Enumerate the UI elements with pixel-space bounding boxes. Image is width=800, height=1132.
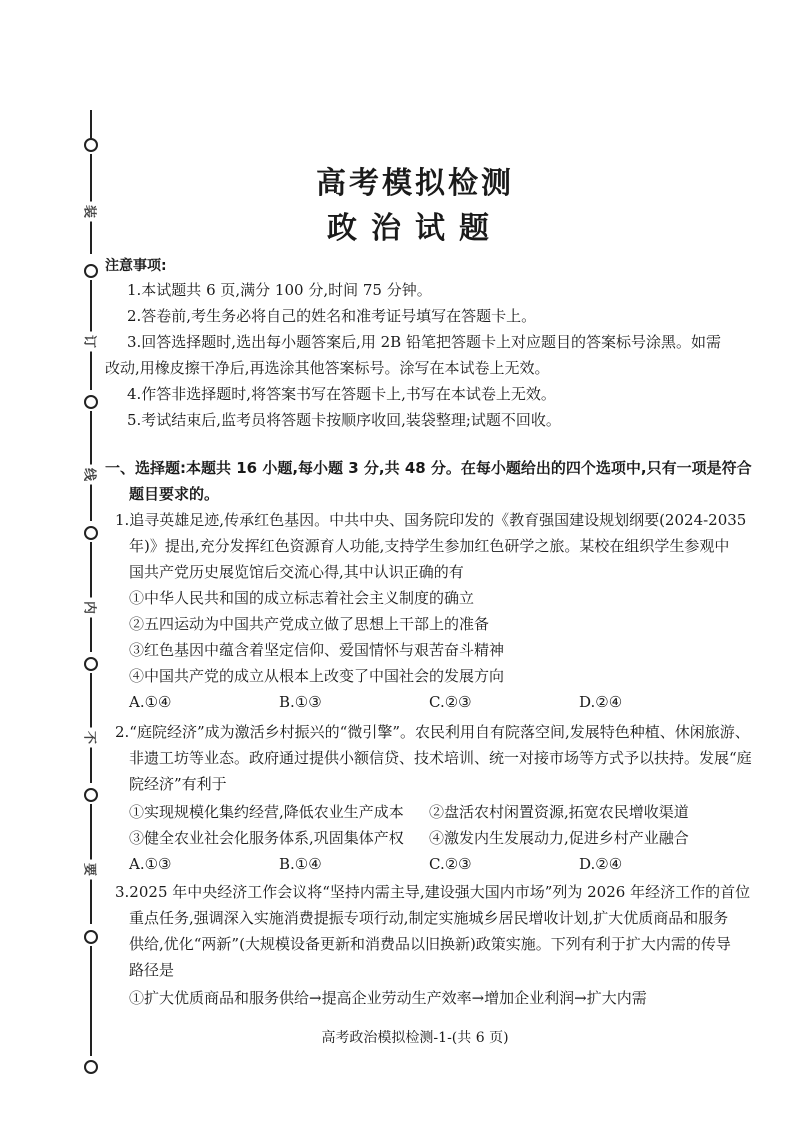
notice-item: 2.答卷前,考生务必将自己的姓名和准考证号填写在答题卡上。 [127,307,537,325]
option-b: B.①④ [279,855,322,873]
notice-item: 3.回答选择题时,选出每小题答案后,用 2B 铅笔把答题卡上对应题目的答案标号涂黑。如需 [127,333,721,351]
question-stem-cont: 院经济”有利于 [129,775,227,793]
binding-margin [78,110,106,1070]
option-a: A.①④ [129,693,172,711]
margin-char: 要 [82,860,101,880]
option-a: A.①③ [129,855,172,873]
question-statement: ④激发内生发展动力,促进乡村产业融合 [429,829,689,847]
question-statement: ①中华人民共和国的成立标志着社会主义制度的确立 [129,589,475,607]
margin-hole [84,264,98,278]
question-stem-cont: 路径是 [129,961,175,979]
notice-item: 4.作答非选择题时,将答案书写在答题卡上,书写在本试卷上无效。 [127,385,556,403]
option-d: D.②④ [579,693,623,711]
question-stem: 3.2025 年中央经济工作会议将“坚持内需主导,建设强大国内市场”列为 2026 年经济工作的首位 [115,883,751,901]
option-c: C.②③ [429,855,472,873]
notice-heading: 注意事项: [105,258,167,274]
notice-item: 5.考试结束后,监考员将答题卡按顺序收回,装袋整理;试题不回收。 [127,411,561,429]
question-statement: ④中国共产党的成立从根本上改变了中国社会的发展方向 [129,667,505,685]
notice-item: 1.本试题共 6 页,满分 100 分,时间 75 分钟。 [127,281,432,299]
page-title: 高考模拟检测 [316,166,514,201]
margin-char: 不 [82,728,101,748]
option-c: C.②③ [429,693,472,711]
question-statement: ②盘活农村闲置资源,拓宽农民增收渠道 [429,803,689,821]
margin-hole [84,138,98,152]
margin-hole [84,930,98,944]
question-stem: 1.追寻英雄足迹,传承红色基因。中共中央、国务院印发的《教育强国建设规划纲要(2024-2035 [115,511,747,529]
question-statement: ①实现规模化集约经营,降低农业生产成本 [129,803,404,821]
margin-hole [84,657,98,671]
question-statement: ①扩大优质商品和服务供给→提高企业劳动生产效率→增加企业利润→扩大内需 [129,989,647,1007]
question-stem-cont: 非遗工坊等业态。政府通过提供小额信贷、技术培训、统一对接市场等方式予以扶持。发展“庭 [129,749,752,767]
question-statement: ③健全农业社会化服务体系,巩固集体产权 [129,829,404,847]
margin-line [90,110,92,140]
question-stem-cont: 重点任务,强调深入实施消费提振专项行动,制定实施城乡居民增收计划,扩大优质商品和服务 [129,909,729,927]
page-footer: 高考政治模拟检测-1-(共 6 页) [321,1030,509,1046]
margin-hole [84,1060,98,1074]
margin-char: 内 [82,598,101,618]
margin-char: 装 [82,202,101,222]
section-heading: 一、选择题:本题共 16 小题,每小题 3 分,共 48 分。在每小题给出的四个选项中,只有一项是符合 [105,459,752,477]
page-subtitle: 政治试题 [327,211,503,246]
option-b: B.①③ [279,693,322,711]
question-statement: ②五四运动为中国共产党成立做了思想上干部上的准备 [129,615,490,633]
question-stem-cont: 年)》提出,充分发挥红色资源育人功能,支持学生参加红色研学之旅。某校在组织学生参观中 [129,537,730,555]
option-d: D.②④ [579,855,623,873]
margin-line [90,946,92,1056]
question-stem-cont: 国共产党历史展览馆后交流心得,其中认识正确的有 [129,563,464,581]
margin-hole [84,788,98,802]
question-stem-cont: 供给,优化“两新”(大规模设备更新和消费品以旧换新)政策实施。下列有利于扩大内需的传导 [129,935,731,953]
section-heading-cont: 题目要求的。 [129,485,220,503]
margin-hole [84,526,98,540]
notice-item-cont: 改动,用橡皮擦干净后,再选涂其他答案标号。涂写在本试卷上无效。 [105,359,550,377]
question-stem: 2.“庭院经济”成为激活乡村振兴的“微引擎”。农民利用自有院落空间,发展特色种植、休闲旅游、 [115,723,750,741]
margin-char: 订 [82,332,101,352]
margin-hole [84,395,98,409]
question-statement: ③红色基因中蕴含着坚定信仰、爱国情怀与艰苦奋斗精神 [129,641,505,659]
margin-char: 线 [82,465,101,485]
